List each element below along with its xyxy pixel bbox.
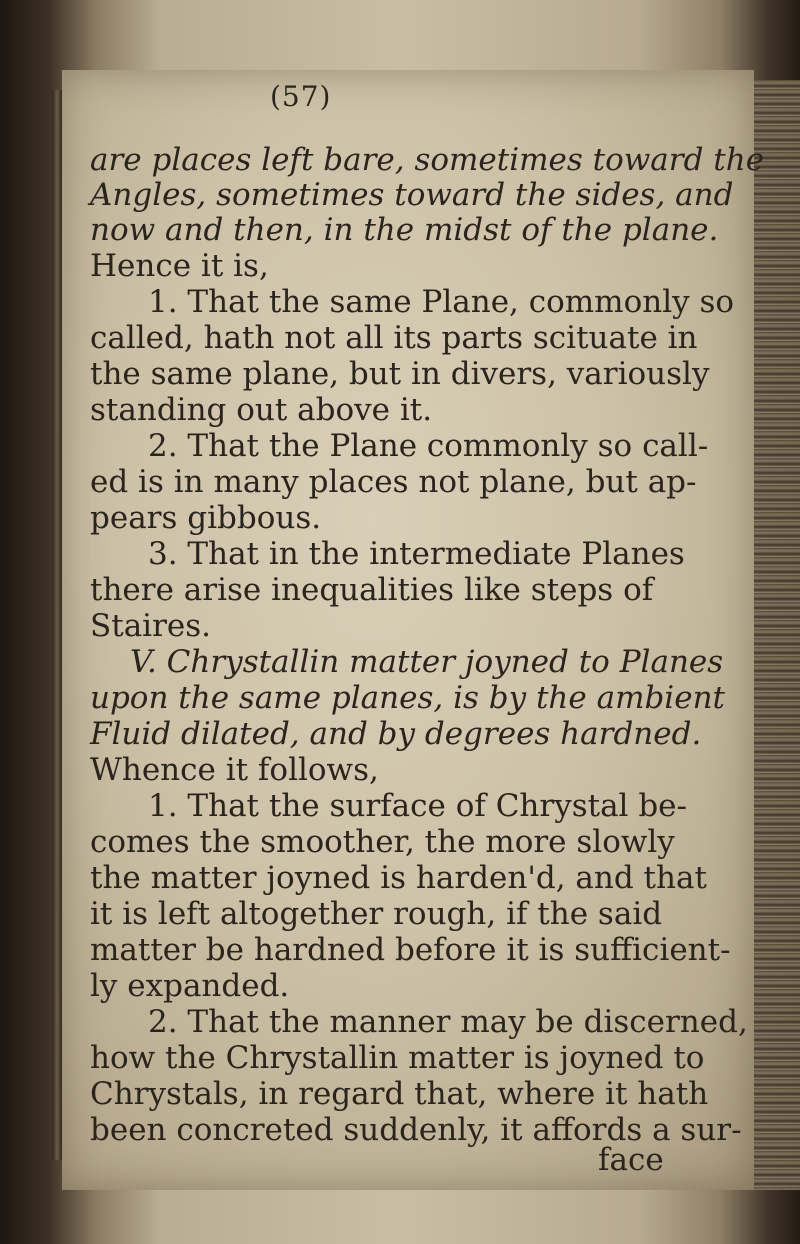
page-number: (57) — [270, 80, 332, 113]
text-line: Angles, sometimes toward the sides, and — [90, 177, 734, 213]
catchword: face — [598, 1142, 664, 1178]
text-line: the same plane, but in divers, variously — [90, 356, 710, 392]
text-line: been concreted suddenly, it affords a sur- — [90, 1112, 742, 1148]
text-line: ed is in many places not plane, but ap- — [90, 464, 697, 500]
text-line: 1. That the surface of Chrystal be- — [148, 788, 687, 824]
text-line: Fluid dilated, and by degrees hardned. — [90, 716, 702, 752]
text-line: called, hath not all its parts scituate in — [90, 320, 698, 356]
text-line: matter be hardned before it is sufficient- — [90, 932, 731, 968]
text-line: Chrystals, in regard that, where it hath — [90, 1076, 709, 1112]
text-line: 1. That the same Plane, commonly so — [148, 284, 735, 320]
text-line: the matter joyned is harden'd, and that — [90, 860, 707, 896]
previous-page-edge — [0, 120, 52, 1140]
text-line: ly expanded. — [90, 968, 290, 1004]
text-line: upon the same planes, is by the ambient — [90, 680, 725, 716]
page-edges — [754, 80, 800, 1190]
text-line: it is left altogether rough, if the said — [90, 896, 663, 932]
text-line: how the Chrystallin matter is joyned to — [90, 1040, 705, 1076]
text-line: Whence it follows, — [90, 752, 379, 788]
text-line: Hence it is, — [90, 248, 269, 284]
text-line: now and then, in the midst of the plane. — [90, 212, 719, 248]
text-line: pears gibbous. — [90, 500, 322, 536]
text-line: 3. That in the intermediate Planes — [148, 536, 685, 572]
text-line: Staires. — [90, 608, 212, 644]
text-line: standing out above it. — [90, 392, 433, 428]
section-heading-line: V. Chrystallin matter joyned to Planes — [130, 644, 724, 680]
text-line: 2. That the manner may be discerned, — [148, 1004, 748, 1040]
book-gutter — [52, 90, 62, 1160]
text-line: 2. That the Plane commonly so call- — [148, 428, 709, 464]
text-line: comes the smoother, the more slowly — [90, 824, 675, 860]
text-line: there arise inequalities like steps of — [90, 572, 654, 608]
text-line: are places left bare, sometimes toward the — [90, 142, 765, 178]
